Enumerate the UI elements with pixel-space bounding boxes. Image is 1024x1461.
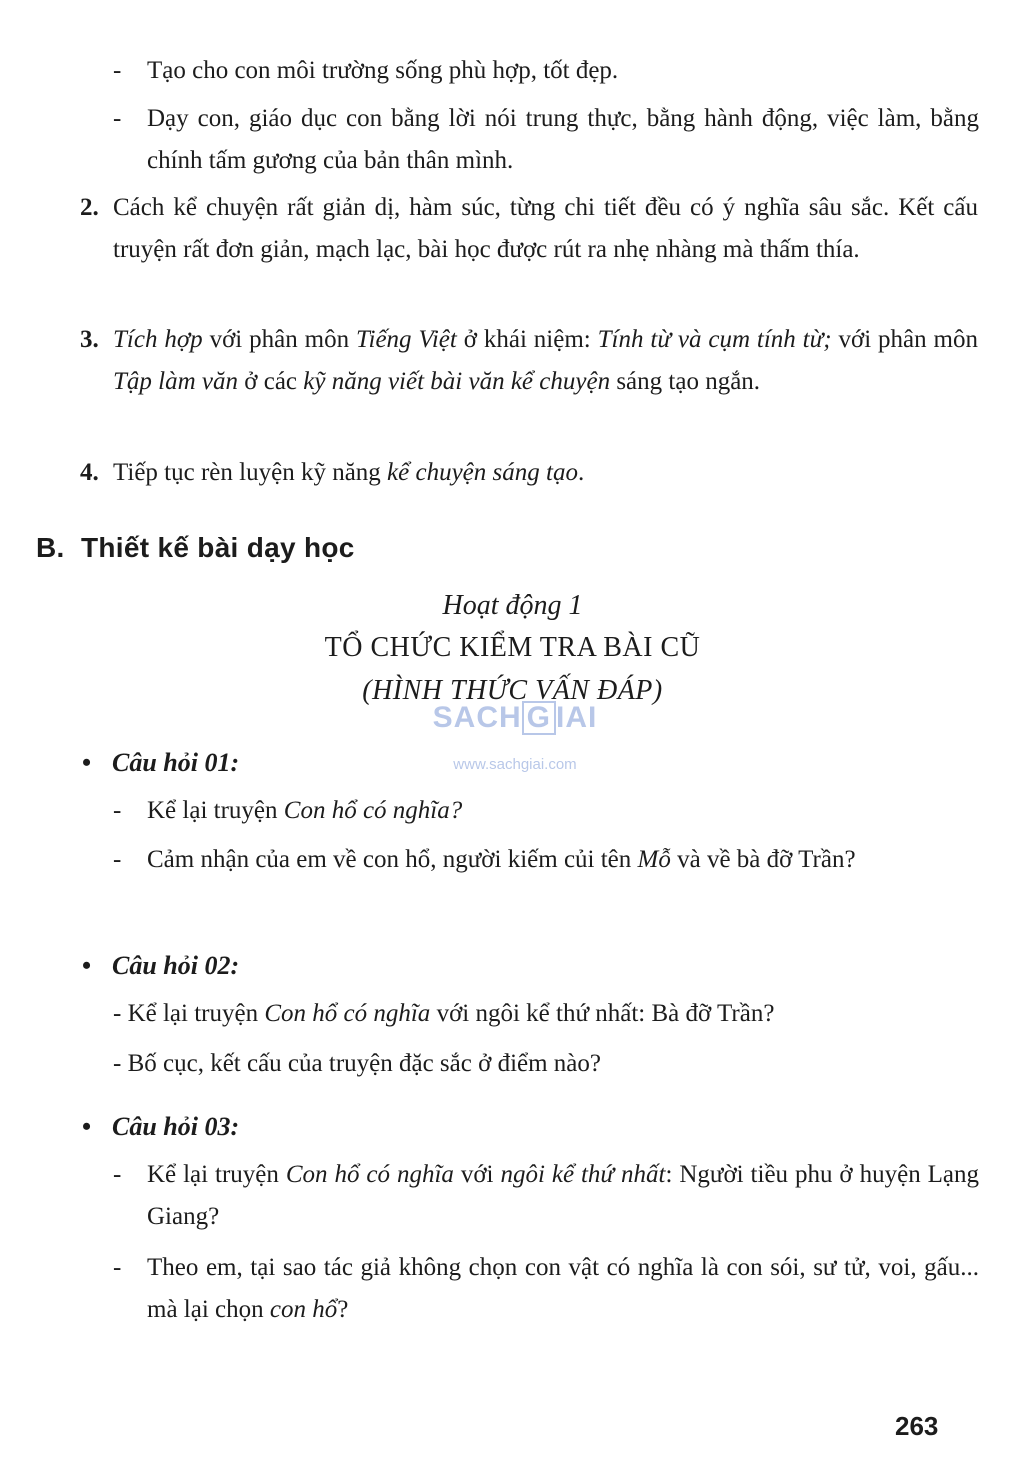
list-item-text: Tạo cho con môi trường sống phù hợp, tốt đẹp. (147, 57, 619, 84)
emphasis: Con hổ có nghĩa (264, 1000, 431, 1027)
question-heading-01 (82, 742, 239, 784)
question-heading-02 (82, 945, 239, 987)
item-number: 2. (80, 194, 99, 221)
emphasis: Tích hợp (113, 326, 203, 353)
page-number: 263 (895, 1411, 939, 1441)
bullet-icon: • (82, 1112, 92, 1141)
dash-marker: - (113, 57, 122, 84)
emphasis: Con hổ có nghĩa (285, 1161, 454, 1188)
text-run: ở các (238, 368, 304, 395)
list-item-environment (113, 50, 979, 92)
dash-marker: - (113, 1161, 122, 1188)
text-run: với ngôi kể thứ nhất: Bà đỡ Trần? (430, 1000, 775, 1027)
text-run: : Người tiều phu ở huyện Lạng Giang? (147, 1161, 979, 1230)
emphasis: Tiếng Việt (355, 326, 457, 353)
text-run: Tiếp tục rèn luyện kỹ năng (113, 459, 388, 486)
emphasis: Con hổ có nghĩa? (283, 797, 463, 824)
text-run: Kể lại truyện (147, 797, 284, 824)
item-text: Cách kể chuyện rất giản dị, hàm súc, từng chi tiết đều có ý nghĩa sâu sắc. Kết cấu truyện rất đơn giản, mạch lạc, bài học được rút ra nhẹ nhàng mà thấm thía. (113, 194, 978, 263)
question-label: Câu hỏi 01: (112, 748, 240, 777)
emphasis: con hổ (269, 1296, 338, 1323)
activity-title: Hoạt động 1 (442, 590, 583, 621)
text-run: và về bà đỡ Trần? (670, 846, 856, 873)
emphasis: Mỗ (637, 846, 671, 873)
dash-marker: - (113, 1254, 122, 1281)
question-01-item-1 (113, 790, 979, 832)
list-item-text: Dạy con, giáo dục con bằng lời nói trung thực, bằng hành động, việc làm, bằng chính tấm gương của bản thân mình. (147, 105, 979, 174)
text-run: Kể lại truyện (147, 1161, 286, 1188)
logo-text: SACH (432, 701, 522, 734)
text-run: . (577, 459, 585, 486)
item-number: 3. (80, 326, 99, 353)
numbered-item-2 (80, 187, 978, 271)
text-run: ở khái niệm: (456, 326, 598, 353)
section-letter: B. (36, 532, 65, 563)
dash-marker: - (113, 105, 122, 132)
numbered-item-4 (80, 452, 978, 494)
text-run: Cảm nhận của em về con hổ, người kiếm củi tên (147, 846, 638, 873)
dash-marker: - (113, 797, 122, 824)
text-run: Theo em, tại sao tác giả không chọn con vật có nghĩa là con sói, sư tử, voi, gấu... mà lại chọn (147, 1254, 979, 1323)
bullet-icon: • (82, 951, 92, 980)
text-run: với phân môn (202, 326, 356, 353)
section-title: Thiết kế bài dạy học (81, 532, 355, 563)
watermark-url: www.sachgiai.com (453, 756, 577, 773)
numbered-item-3 (80, 319, 978, 403)
logo-g-mark: G (522, 701, 556, 735)
emphasis: Tập làm văn (113, 368, 238, 395)
question-heading-03 (82, 1106, 239, 1148)
question-label: Câu hỏi 03: (112, 1112, 240, 1141)
item-number: 4. (80, 459, 99, 486)
question-label: Câu hỏi 02: (112, 951, 240, 980)
emphasis: kỹ năng viết bài văn kể chuyện (303, 368, 611, 395)
text-run: với (453, 1161, 501, 1188)
text-run: - Kể lại truyện (113, 1000, 265, 1027)
activity-subheading: (HÌNH THỨC VẤN ĐÁP) (362, 675, 663, 706)
question-03-item-1 (113, 1154, 979, 1238)
section-heading (36, 527, 355, 569)
text-run: sáng tạo ngắn. (610, 368, 761, 395)
watermark (410, 700, 620, 776)
text-run: ? (337, 1296, 349, 1323)
watermark-logo (410, 700, 620, 736)
emphasis: kể chuyện sáng tạo (387, 459, 578, 486)
logo-text: IAI (556, 701, 598, 734)
emphasis: ngôi kể thứ nhất (500, 1161, 666, 1188)
question-02-item-2: - Bố cục, kết cấu của truyện đặc sắc ở điểm nào? (113, 1050, 602, 1077)
bullet-icon: • (82, 748, 92, 777)
question-01-item-2 (113, 839, 979, 881)
activity-heading: TỔ CHỨC KIỂM TRA BÀI CŨ (324, 632, 701, 663)
dash-marker: - (113, 846, 122, 873)
question-03-item-2 (113, 1247, 979, 1331)
text-run: với phân môn (831, 326, 978, 353)
list-item-teaching (113, 98, 979, 182)
question-02-item-1 (113, 993, 945, 1035)
emphasis: Tính từ và cụm tính từ; (597, 326, 832, 353)
